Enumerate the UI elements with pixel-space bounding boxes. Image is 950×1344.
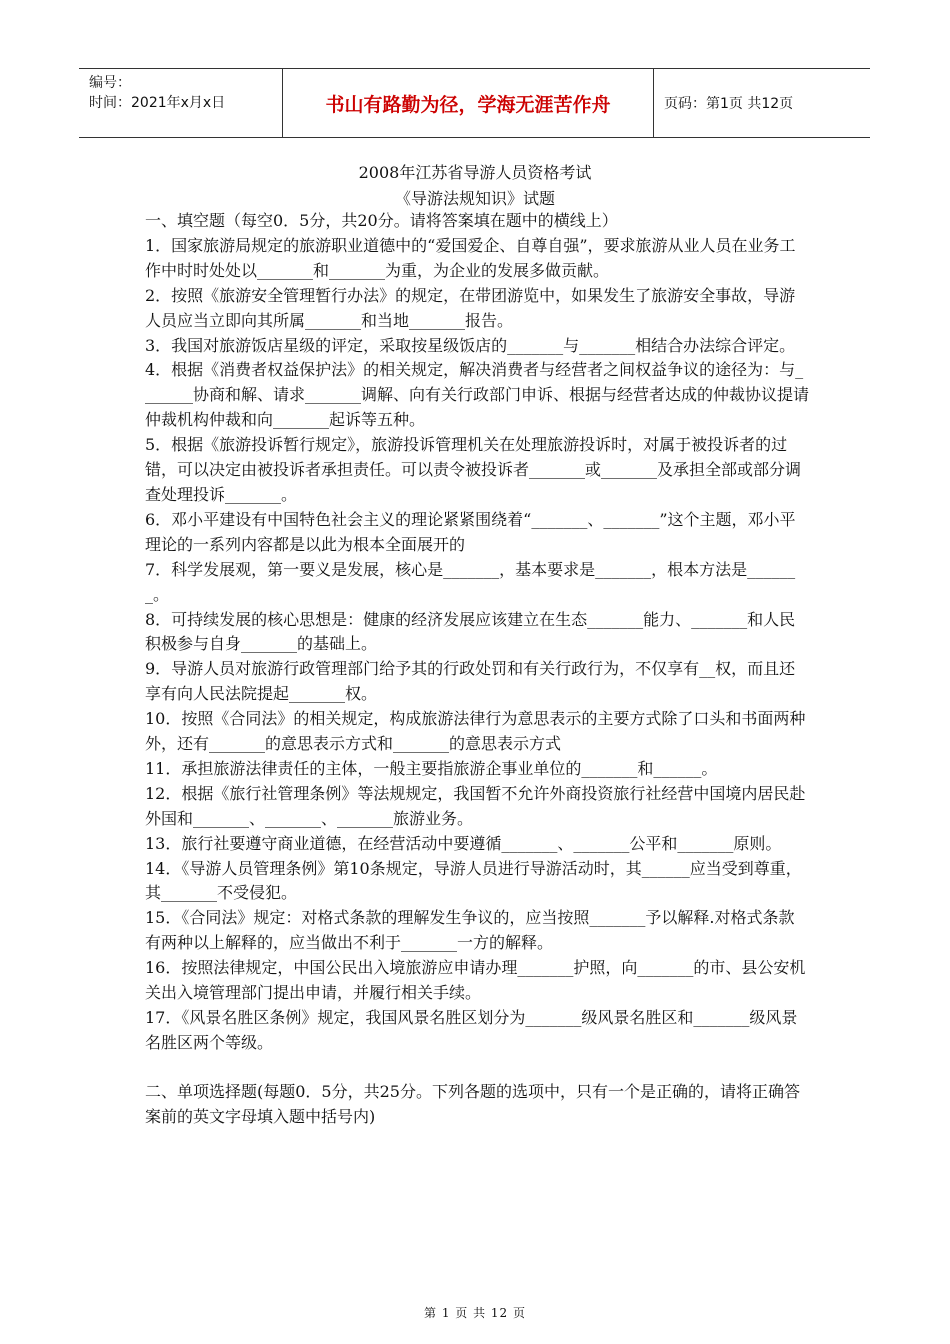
section-spacer <box>145 1056 810 1080</box>
page-footer: 第 1 页 共 12 页 <box>424 1306 526 1320</box>
question-9: 9．导游人员对旅游行政管理部门给予其的行政处罚和有关行政行为，不仅享有__权，而且还享有向人民法院提起_______权。 <box>145 659 796 704</box>
header-page-info: 页码：第1页 共12页 <box>664 96 794 112</box>
time-label: 时间：2021年x月x日 <box>89 95 226 111</box>
section2-heading: 二、单项选择题(每题0．5分，共25分。下列各题的选项中，只有一个是正确的，请将正确答案前的英文字母填入题中括号内) <box>145 1081 800 1126</box>
header-meta <box>79 69 282 137</box>
question-3: 3．我国对旅游饭店星级的评定，采取按星级饭店的_______与_______相结合办法综合评定。 <box>145 335 796 355</box>
exam-body <box>145 209 810 1130</box>
question-17: 17．《风景名胜区条例》规定，我国风景名胜区划分为_______级风景名胜区和_______级风景名胜区两个等级。 <box>145 1008 798 1052</box>
question-16: 16．按照法律规定，中国公民出入境旅游应申请办理_______护照，向_______的市、县公安机关出入境管理部门提出申请，并履行相关手续。 <box>145 958 806 1003</box>
question-4: 4．根据《消费者权益保护法》的相关规定，解决消费者与经营者之间权益争议的途径为：与_______协商和解、请求_______调解、向有关行政部门申诉、根据与经营者达成的仲裁协议提请仲裁机构仲裁和向_______起诉等五种。 <box>145 360 810 430</box>
number-label: 编号： <box>89 75 131 91</box>
document-header <box>79 68 870 138</box>
question-7: 7．科学发展观，第一要义是发展，核心是_______，基本要求是_______，根本方法是_______。 <box>145 559 796 604</box>
question-5: 5．根据《旅游投诉暂行规定》，旅游投诉管理机关在处理旅游投诉时，对属于被投诉者的过错，可以决定由被投诉者承担责任。可以责令被投诉者_______或_______及承担全部或部分调查处理投诉_______。 <box>145 435 802 504</box>
exam-subtitle: 《导游法规知识》试题 <box>394 189 555 208</box>
question-10: 10．按照《合同法》的相关规定，构成旅游法律行为意思表示的主要方式除了口头和书面两种外，还有_______的意思表示方式和_______的意思表示方式 <box>145 709 806 754</box>
question-11: 11．承担旅游法律责任的主体，一般主要指旅游企事业单位的_______和______。 <box>145 758 718 778</box>
question-12: 12．根据《旅行社管理条例》等法规规定，我国暂不允许外商投资旅行社经营中国境内居民赴外国和_______、_______、_______旅游业务。 <box>145 783 806 828</box>
question-6: 6．邓小平建设有中国特色社会主义的理论紧紧围绕着“_______、_______”这个主题，邓小平理论的一系列内容都是以此为根本全面展开的 <box>145 509 796 554</box>
question-8: 8．可持续发展的核心思想是：健康的经济发展应该建立在生态_______能力、_______和人民积极参与自身_______的基础上。 <box>145 609 796 654</box>
question-15: 15．《合同法》规定：对格式条款的理解发生争议的，应当按照_______予以解释.对格式条款有两种以上解释的，应当做出不利于_______一方的解释。 <box>145 908 795 953</box>
exam-title: 2008年江苏省导游人员资格考试 <box>358 163 592 182</box>
section1-heading: 一、填空题（每空0．5分，共20分。请将答案填在题中的横线上） <box>145 211 618 230</box>
question-14: 14．《导游人员管理条例》第10条规定，导游人员进行导游活动时，其______应当受到尊重，其_______不受侵犯。 <box>145 858 802 903</box>
question-2: 2．按照《旅游安全管理暂行办法》的规定，在带团游览中，如果发生了旅游安全事故，导游人员应当立即向其所属_______和当地_______报告。 <box>145 285 796 330</box>
header-motto: 书山有路勤为径，学海无涯苦作舟 <box>282 69 654 137</box>
question-1: 1．国家旅游局规定的旅游职业道德中的“爱国爱企、自尊自强”，要求旅游从业人员在业务工作中时时处处以_______和_______为重，为企业的发展多做贡献。 <box>145 235 796 280</box>
question-13: 13．旅行社要遵守商业道德，在经营活动中要遵循_______、_______公平和_______原则。 <box>145 833 782 853</box>
